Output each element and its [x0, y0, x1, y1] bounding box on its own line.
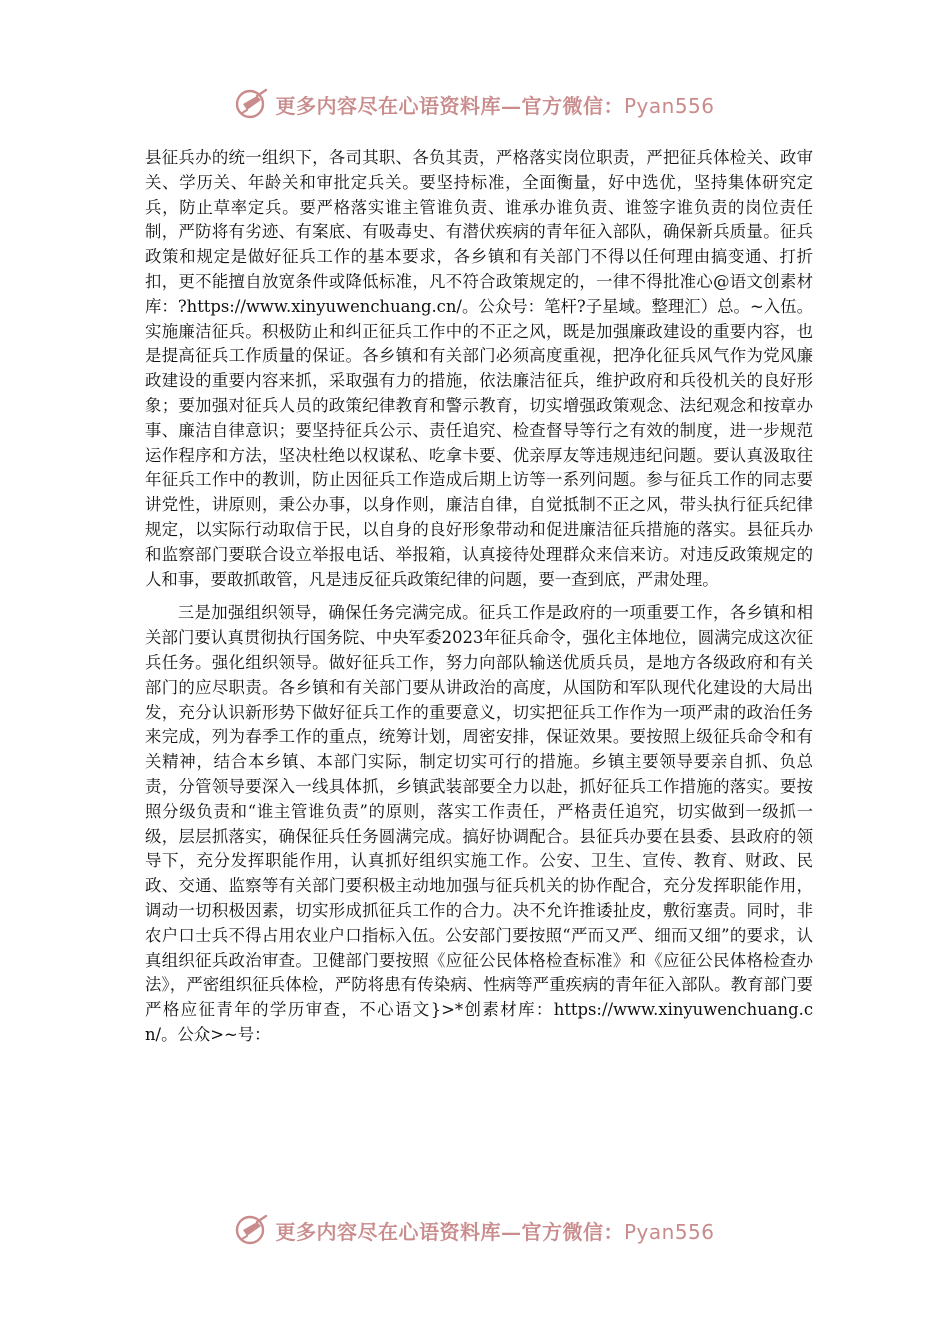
- wechat-handle: Pyan556: [623, 93, 715, 118]
- pen-logo-icon: [235, 1213, 269, 1247]
- wechat-handle: Pyan556: [623, 1219, 715, 1244]
- pen-logo-icon: [235, 87, 269, 121]
- paragraph-organization-leadership: 三是加强组织领导，确保任务完满完成。征兵工作是政府的一项重要工作，各乡镇和相关部门要认真贯彻执行国务院、中央军委2023年征兵命令，强化主体地位，圆满完成这次征兵任务。强化组织领导。做好征兵工作，努力向部队输送优质兵员，是地方各级政府和有关部门的应尽职责。各乡镇和有关部门要从讲政治的高度，从国防和军队现代化建设的大局出发，充分认识新形势下做好征兵工作的重要意义，切实把征兵工作作为一项严肃的政治任务来完成，列为春季工作的重点，统筹计划，周密安排，保证效果。要按照上级征兵命令和有关精神，结合本乡镇、本部门实际，制定切实可行的措施。乡镇主要领导要亲自抓、负总责，分管领导要深入一线具体抓，乡镇武装部要全力以赴，抓好征兵工作措施的落实。要按照分级负责和“谁主管谁负责”的原则，落实工作责任，严格责任追究，切实做到一级抓一级，层层抓落实，确保征兵任务圆满完成。搞好协调配合。县征兵办要在县委、县政府的领导下，充分发挥职能作用，认真抓好组织实施工作。公安、卫生、宣传、教育、财政、民政、交通、监察等有关部门要积极主动地加强与征兵机关的协作配合，充分发挥职能作用，调动一切积极因素，切实形成抓征兵工作的合力。决不允许推诿扯皮，敷衍塞责。同时，非农户口士兵不得占用农业户口指标入伍。公安部门要按照“严而又严、细而又细”的要求，认真组织征兵政治审查。卫健部门要按照《应征公民体格检查标准》和《应征公民体格检查办法》，严密组织征兵体检，严防将患有传染病、性病等严重疾病的青年征入部队。教育部门要严格应征青年的学历审查，不心语文}>*创素材库：https://www.xinyuwenchuang.cn/。公众>~号：: [145, 603, 813, 1044]
- paragraph-clean-recruitment: 县征兵办的统一组织下，各司其职、各负其责，严格落实岗位职责，严把征兵体检关、政审关、学历关、年龄关和审批定兵关。要坚持标准，全面衡量，好中选优，坚持集体研究定兵，防止草率定兵。要严格落实谁主管谁负责、谁承办谁负责、谁签字谁负责的岗位责任制，严防将有劣迹、有案底、有吸毒史、有潜伏疾病的青年征入部队，确保新兵质量。征兵政策和规定是做好征兵工作的基本要求，各乡镇和有关部门不得以任何理由搞变通、打折扣，更不能擅自放宽条件或降低标准，凡不符合政策规定的，一律不得批准心@语文创素材库：?https://www.xinyuwenchuang.cn/。公众号：笔杆?子星域。整理汇）总。~入伍。实施廉洁征兵。积极防止和纠正征兵工作中的不正之风，既是加强廉政建设的重要内容，也是提高征兵工作质量的保证。各乡镇和有关部门必须高度重视，把净化征兵风气作为党风廉政建设的重要内容来抓，采取强有力的措施，依法廉洁征兵，维护政府和兵役机关的良好形象；要加强对征兵人员的政策纪律教育和警示教育，切实增强政策观念、法纪观念和按章办事、廉洁自律意识；要坚持征兵公示、责任追究、检查督导等行之有效的制度，进一步规范运作程序和方法，坚决杜绝以权谋私、吃拿卡要、优亲厚友等违规违纪问题。要认真汲取往年征兵工作中的教训，防止因征兵工作造成后期上访等一系列问题。参与征兵工作的同志要讲党性，讲原则，秉公办事，以身作则，廉洁自律，自觉抵制不正之风，带头执行征兵纪律规定，以实际行动取信于民，以自身的良好形象带动和促进廉洁征兵措施的落实。县征兵办和监察部门要联合设立举报电话、举报箱，认真接待处理群众来信来访。对违反政策规定的人和事，要敢抓敢管，凡是违反征兵政策纪律的问题，要一查到底，严肃处理。: [145, 148, 813, 589]
- header-watermark: [0, 84, 950, 124]
- document-body: [145, 146, 813, 1048]
- footer-watermark: [0, 1210, 950, 1250]
- watermark-text: 更多内容尽在心语资料库—官方微信：Pyan556: [275, 93, 715, 118]
- watermark-text: 更多内容尽在心语资料库—官方微信：Pyan556: [275, 1219, 715, 1244]
